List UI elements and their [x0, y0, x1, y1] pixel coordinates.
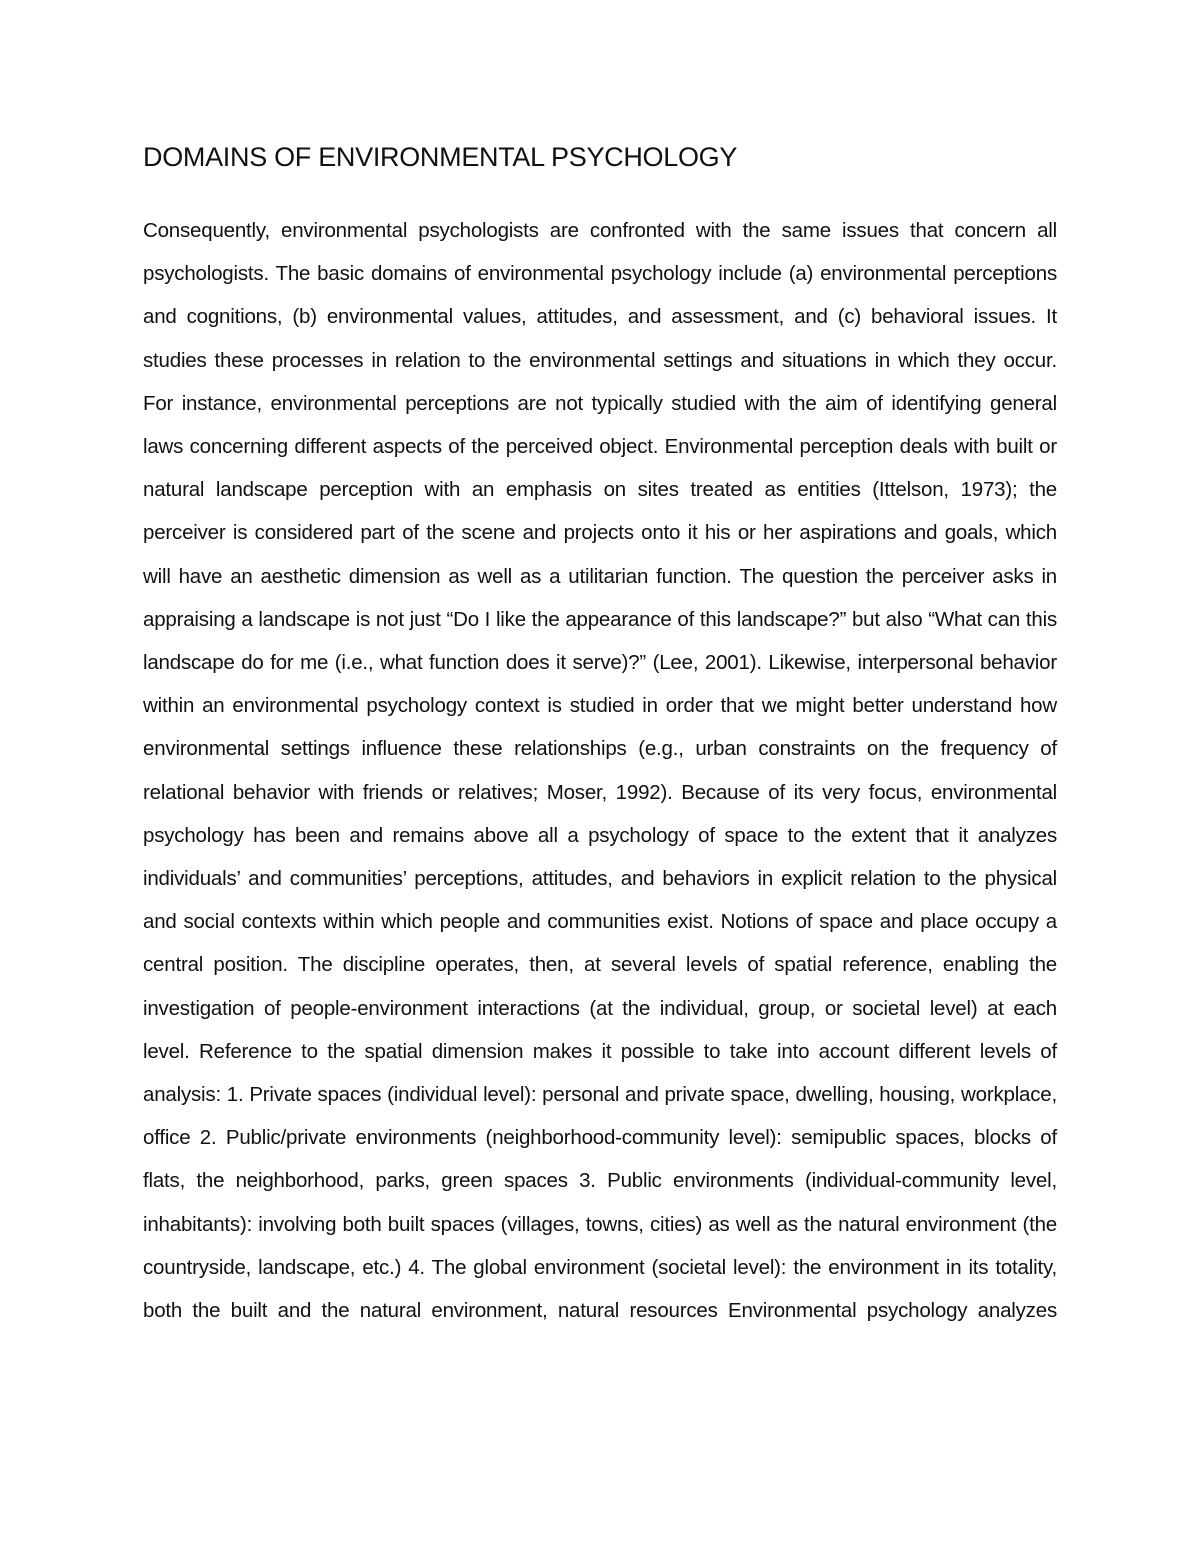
body-paragraph: Consequently, environmental psychologists are confronted with the same issues that concern all psychologists. The basic domains of environmental psychology include (a) environmental perceptions and cognitions, (b) environmental values, attitudes, and assessment, and (c) behavioral issues. It studies these processes in relation to the environmental settings and situations in which they occur. For instance, environmental perceptions are not typically studied with the aim of identifying general laws concerning different aspects of the perceived object. Environmental perception deals with built or natural landscape perception with an emphasis on sites treated as entities (Ittelson, 1973); the perceiver is considered part of the scene and projects onto it his or her aspirations and goals, which will have an aesthetic dimension as well as a utilitarian function. The question the perceiver asks in appraising a landscape is not just “Do I like the appearance of this landscape?” but also “What can this landscape do for me (i.e., what function does it serve)?” (Lee, 2001). Likewise, interpersonal behavior within an environmental psychology context is studied in order that we might better understand how environmental settings influence these relationships (e.g., urban constraints on the frequency of relational behavior with friends or relatives; Moser, 1992). Because of its very focus, environmental psychology has been and remains above all a psychology of space to the extent that it analyzes individuals’ and communities’ perceptions, attitudes, and behaviors in explicit relation to the physical and social contexts within which people and communities exist. Notions of space and place occupy a central position. The discipline operates, then, at several levels of spatial reference, enabling the investigation of people-environment interactions (at the individual, group, or societal level) at each level. Reference to the spatial dimension makes it possible to take into account different levels of analysis: 1. Private spaces (individual level): personal and private space, dwelling, housing, workplace, office 2. Public/private environments (neighborhood-community level): semipublic spaces, blocks of flats, the neighborhood, parks, green spaces 3. Public environments (individual-community level, inhabitants): involving both built spaces (villages, towns, cities) as well as the natural environment (the countryside, landscape, etc.) 4. The global environment (societal level): the environment in its totality, both the built and the natural environment, natural resources Environmental psychology analyzes: [143, 219, 1057, 1323]
document-heading: DOMAINS OF ENVIRONMENTAL PSYCHOLOGY: [143, 142, 738, 172]
